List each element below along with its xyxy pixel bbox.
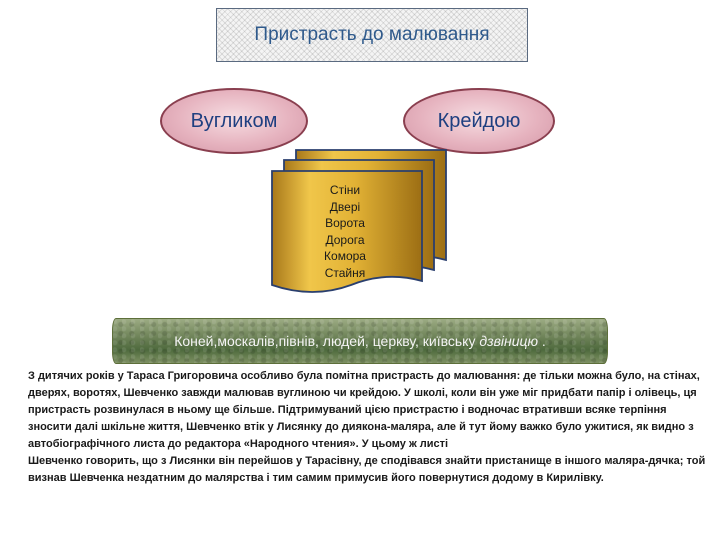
document-item: Двері [329, 199, 361, 214]
ellipse-chalk [403, 88, 555, 154]
document-item: Ворота [325, 216, 365, 230]
title-box [216, 8, 528, 62]
document-item: Стайня [324, 265, 366, 280]
banner-text-main: Коней,москалів,півнів, людей, церкву, київську [174, 333, 480, 349]
body-text [28, 368, 708, 487]
subjects-banner [112, 318, 608, 364]
ellipse-chalk-label: Крейдою [437, 109, 521, 132]
banner-text-end: . [538, 333, 546, 349]
body-paragraph: Шевченко говорить, що з Лисянки він перейшов у Тарасівну, де сподівався знайти пристанище в іншого маляра-дячка; той визнав Шевченка нездатним до малярства і тим самим примусив його повернутися додому в Кирилівку. [28, 455, 706, 484]
ellipse-charcoal-label: Вугликом [190, 109, 278, 132]
body-paragraph: З дитячих років у Тараса Григоровича особливо була помітна пристрасть до малювання: де тільки можна було, на стінах, дверях, воротях, Шевченко завжди малював вуглиною чи крейдою. У школі, коли він уже міг придбати папір і олівець, ця пристрасть розвинулася в ньому ще більше. Підтримуваний цією пристрастю і водночас втративши всяке терпіння зносити далі шкільне життя, Шевченко втік у Лисянку до диякона-маляра, але й тут йому важко було ужитися, як видно з автобіографічного листа до редактора «Народного чтения». У цьому ж листі [28, 370, 700, 450]
banner-text [174, 333, 546, 349]
diagram-title: Пристрасть до малювання [254, 24, 490, 45]
document-item: Комора [324, 249, 366, 263]
banner-text-italic: дзвіницю [479, 333, 539, 349]
document-items [270, 182, 420, 281]
document-item: Дорога [325, 232, 365, 247]
ellipse-charcoal [160, 88, 308, 154]
document-item: Стіни [329, 183, 361, 197]
